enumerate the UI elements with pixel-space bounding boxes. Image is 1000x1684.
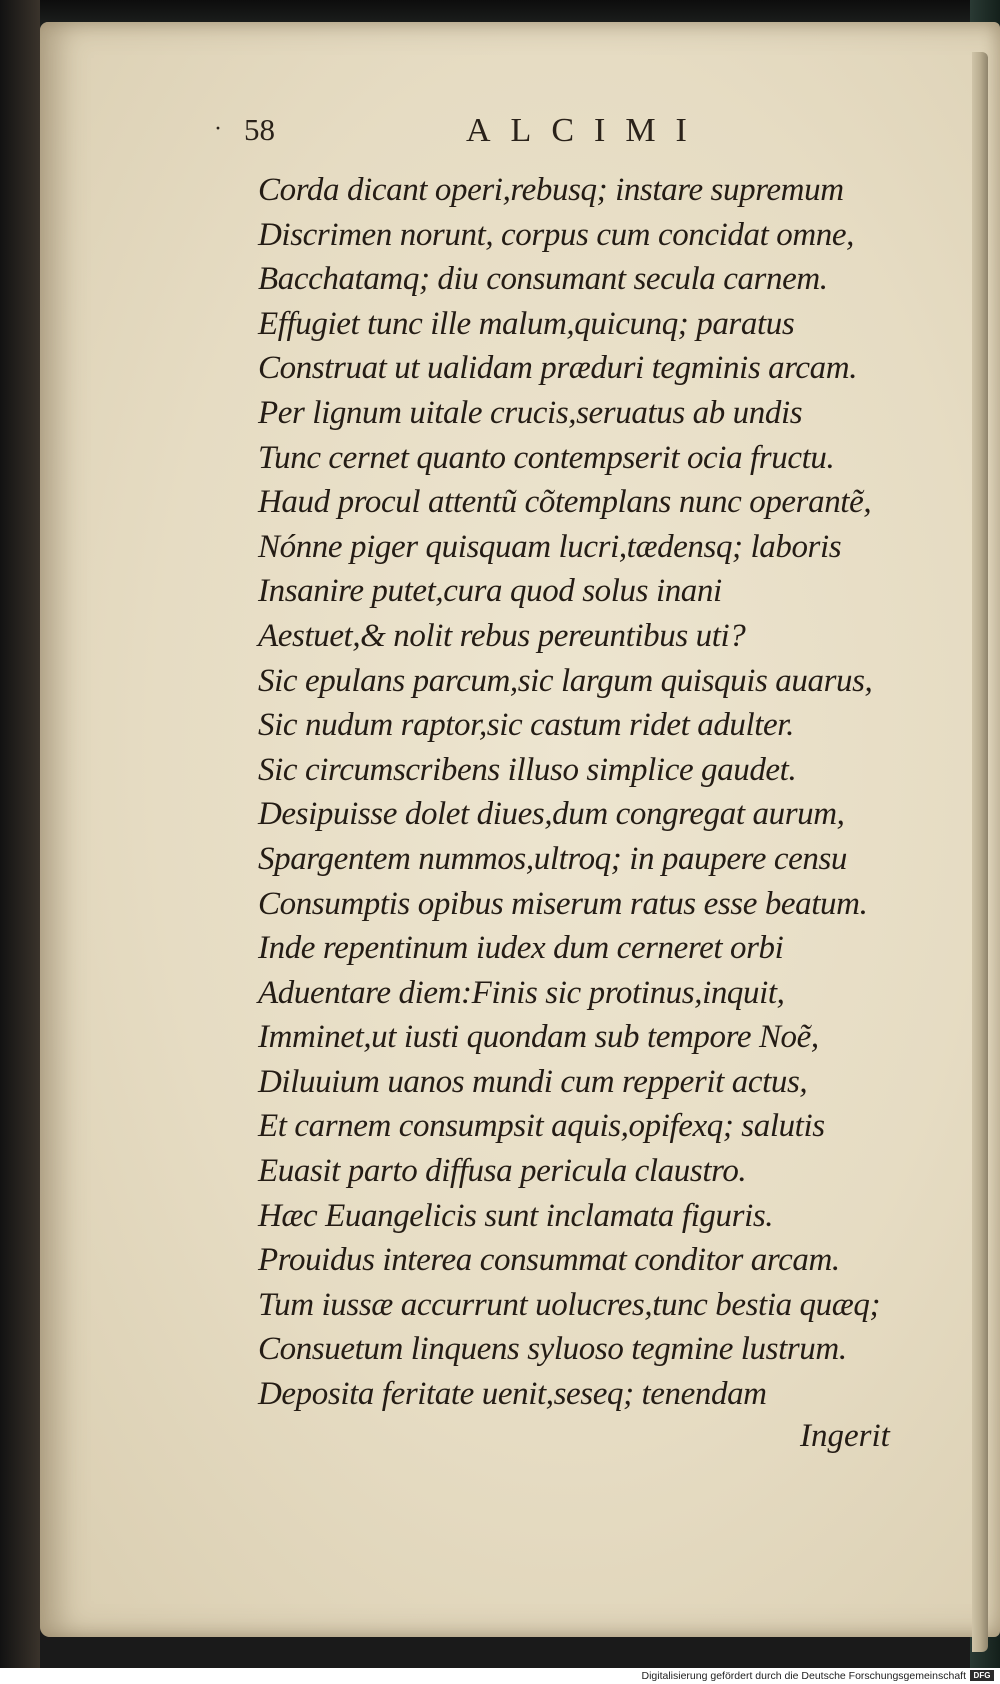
- dfg-logo: DFG: [970, 1670, 994, 1681]
- verse-line: Haud procul attentũ cõtemplans nunc operantẽ,: [258, 484, 872, 521]
- verse-line: Sic circumscribens illuso simplice gaudet.: [258, 751, 797, 788]
- verse-text-block: [258, 168, 928, 1417]
- book-spine-shadow: [0, 0, 40, 1668]
- verse-line: Deposita feritate uenit,seseq; tenendam: [258, 1376, 767, 1413]
- verse-line: Tunc cernet quanto contempserit ocia fructu.: [258, 439, 835, 476]
- verse-line: Tum iussæ accurrunt uolucres,tunc bestia quæq;: [258, 1286, 881, 1323]
- funding-credit: Digitalisierung gefördert durch die Deutsche Forschungsgemeinschaft: [641, 1670, 966, 1682]
- page-number: 58: [244, 112, 275, 147]
- catchword: Ingerit: [800, 1418, 890, 1454]
- verse-line: Consumptis opibus miserum ratus esse beatum.: [258, 885, 868, 922]
- verse-line: Hæc Euangelicis sunt inclamata figuris.: [258, 1197, 774, 1234]
- verse-line: Corda dicant operi,rebusq; instare supremum: [258, 172, 844, 208]
- verse-line: Sic nudum raptor,sic castum ridet adulter.: [258, 707, 794, 744]
- verse-line: Desipuisse dolet diues,dum congregat aurum,: [258, 796, 845, 833]
- verse-line: Sic epulans parcum,sic largum quisquis auarus,: [258, 662, 873, 699]
- verse-line: Et carnem consumpsit aquis,opifexq; salutis: [258, 1108, 825, 1145]
- verse-line: Euasit parto diffusa pericula claustro.: [258, 1153, 747, 1190]
- verse-line: Insanire putet,cura quod solus inani: [258, 573, 722, 610]
- page-header: [214, 112, 740, 152]
- verse-line: Effugiet tunc ille malum,quicunq; paratus: [258, 305, 795, 342]
- verse-line: Diluuium uanos mundi cum repperit actus,: [258, 1063, 808, 1100]
- verse-line: Discrimen norunt, corpus cum concidat omne,: [258, 216, 854, 253]
- running-title: ALCIMI: [466, 112, 707, 149]
- verse-line: Imminet,ut iusti quondam sub tempore Noẽ,: [258, 1019, 819, 1056]
- header-mark: ·: [214, 116, 222, 142]
- verse-line: Consuetum linquens syluoso tegmine lustrum.: [258, 1331, 847, 1368]
- verse-line: Spargentem nummos,ultroq; in paupere censu: [258, 840, 848, 877]
- verse-line: Nónne piger quisquam lucri,tædensq; laboris: [258, 528, 842, 565]
- verse-line: Aestuet,& nolit rebus pereuntibus uti?: [258, 617, 746, 654]
- page-fore-edge: [972, 52, 988, 1652]
- verse-line: Prouidus interea consummat conditor arcam.: [258, 1242, 840, 1279]
- verse-line: Construat ut ualidam præduri tegminis arcam.: [258, 350, 858, 387]
- verse-line: Per lignum uitale crucis,seruatus ab undis: [258, 394, 803, 431]
- verse-line: Aduentare diem:Finis sic protinus,inquit,: [258, 974, 785, 1011]
- verse-line: Inde repentinum iudex dum cerneret orbi: [258, 930, 784, 967]
- verse-line: Bacchatamq; diu consumant secula carnem.: [258, 261, 828, 298]
- digitization-footer: [0, 1668, 1000, 1684]
